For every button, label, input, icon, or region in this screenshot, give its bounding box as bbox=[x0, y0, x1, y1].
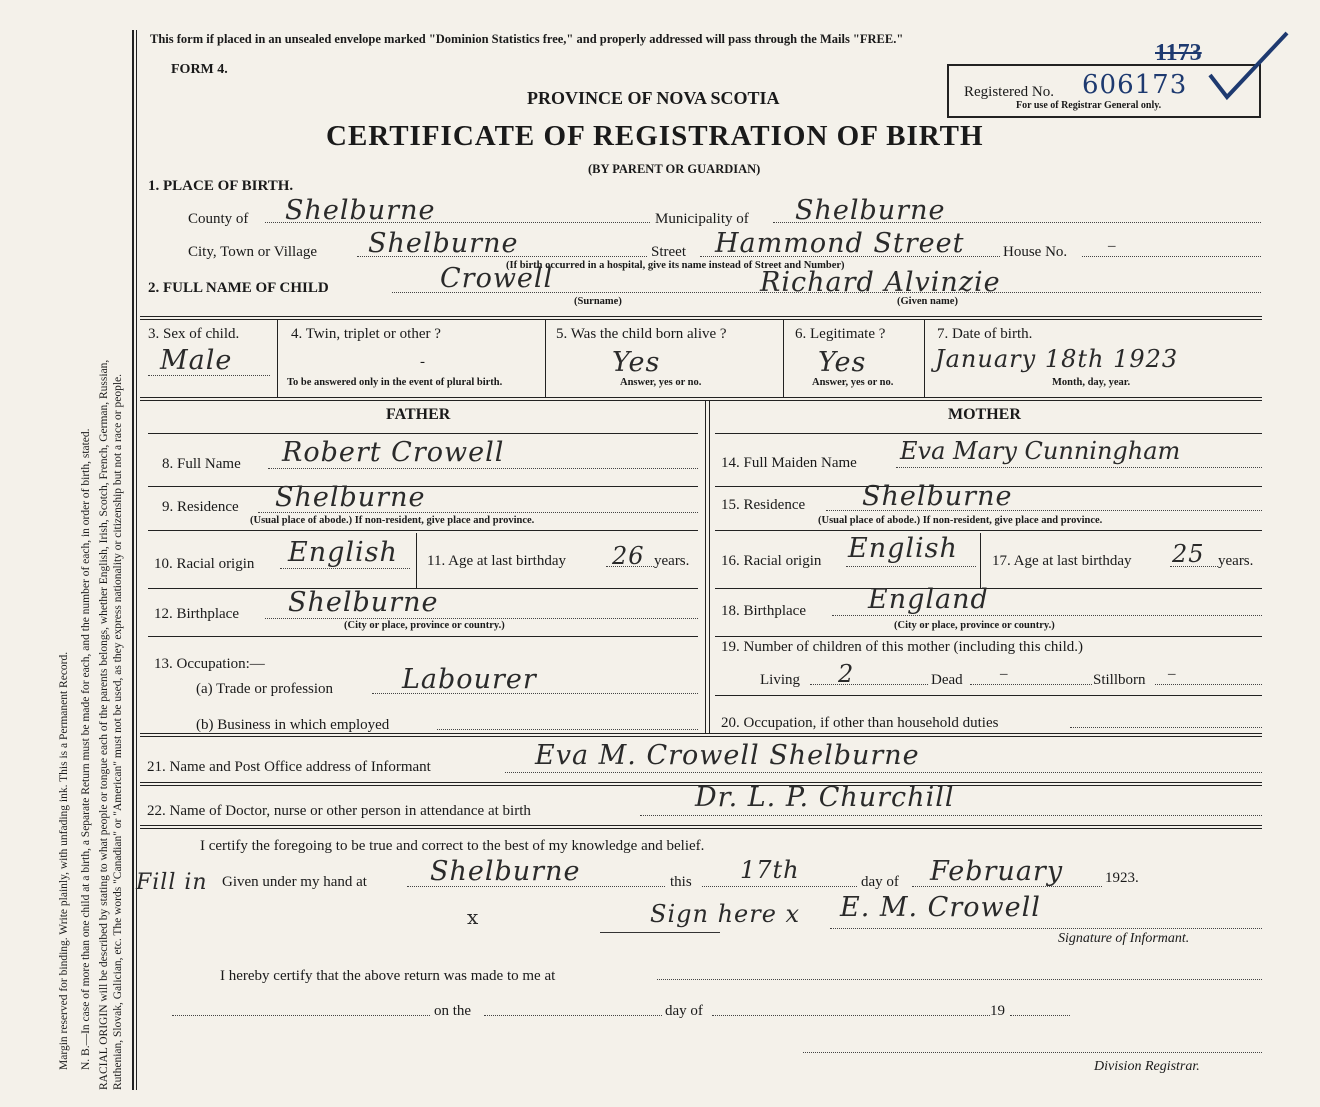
margin-nb-note: N. B.—In case of more than one child at a birth, a Separate Return must be made for each, and the number of each, in order of birth, stated. bbox=[80, 428, 92, 1070]
check-mark-icon bbox=[1205, 25, 1295, 105]
legitimate-value: Yes bbox=[818, 347, 867, 378]
certify-month-value: February bbox=[930, 856, 1064, 887]
city-value: Shelburne bbox=[368, 228, 519, 259]
dob-value: January 18th 1923 bbox=[935, 345, 1179, 373]
father-birthplace-label: 12. Birthplace bbox=[154, 606, 239, 622]
child-name-label: 2. FULL NAME OF CHILD bbox=[148, 280, 329, 296]
father-race-value: English bbox=[288, 537, 398, 568]
x-mark: x bbox=[467, 905, 480, 929]
mother-residence-value: Shelburne bbox=[862, 481, 1013, 512]
legitimate-label: 6. Legitimate ? bbox=[795, 326, 886, 342]
mother-residence-note: (Usual place of abode.) If non-resident, give place and province. bbox=[818, 515, 1103, 526]
registered-no-label: Registered No. bbox=[964, 84, 1054, 100]
margin-binding-note: Margin reserved for binding. Write plainly, with unfading ink. This is a Permanent Record. bbox=[58, 651, 70, 1070]
division-registrar-label: Division Registrar. bbox=[1094, 1059, 1200, 1074]
dead-label: Dead bbox=[931, 672, 963, 688]
living-label: Living bbox=[760, 672, 800, 688]
province-heading: PROVINCE OF NOVA SCOTIA bbox=[527, 88, 780, 108]
sex-value: Male bbox=[160, 345, 233, 376]
father-residence-label: 9. Residence bbox=[162, 499, 239, 515]
child-given-value: Richard Alvinzie bbox=[760, 267, 1001, 298]
father-name-label: 8. Full Name bbox=[162, 456, 241, 472]
house-no-value: – bbox=[1108, 238, 1116, 254]
hospital-note: (If birth occurred in a hospital, give its name instead of Street and Number) bbox=[506, 260, 845, 271]
margin-rule-inner bbox=[136, 30, 137, 1090]
certify-year-value: 1923. bbox=[1105, 870, 1139, 886]
mother-birthplace-value: England bbox=[868, 584, 989, 615]
mother-race-value: English bbox=[848, 533, 958, 564]
father-birthplace-value: Shelburne bbox=[288, 587, 439, 618]
county-value: Shelburne bbox=[285, 195, 436, 226]
business-label: (b) Business in which employed bbox=[196, 717, 390, 733]
mother-age-value: 25 bbox=[1172, 540, 1205, 568]
twin-note: To be answered only in the event of plural birth. bbox=[287, 377, 503, 388]
legitimate-note: Answer, yes or no. bbox=[812, 377, 894, 388]
house-no-label: House No. bbox=[1003, 244, 1068, 260]
living-value: 2 bbox=[838, 660, 855, 688]
father-age-label: 11. Age at last birthday bbox=[427, 553, 566, 569]
alive-value: Yes bbox=[612, 347, 661, 378]
twin-value: - bbox=[420, 354, 425, 370]
mother-name-value: Eva Mary Cunningham bbox=[900, 437, 1181, 465]
mother-occupation-label: 20. Occupation, if other than household duties bbox=[721, 715, 999, 731]
mother-race-label: 16. Racial origin bbox=[721, 553, 822, 569]
municipality-value: Shelburne bbox=[795, 195, 946, 226]
stillborn-label: Stillborn bbox=[1093, 672, 1146, 688]
dob-label: 7. Date of birth. bbox=[937, 326, 1033, 342]
margin-racial-note-2: Ruthenian, Slovak, Galician, etc. The words "Canadian" or "American" must not be used, as they express nationality or citizenship but not a race or people. bbox=[112, 373, 124, 1090]
registrar-statement: I hereby certify that the above return was made to me at bbox=[220, 968, 556, 984]
dob-note: Month, day, year. bbox=[1052, 377, 1131, 388]
registrar-year-prefix: 19 bbox=[990, 1003, 1005, 1019]
trade-label: (a) Trade or profession bbox=[196, 681, 334, 697]
informant-label: 21. Name and Post Office address of Informant bbox=[147, 759, 431, 775]
fill-in-scrawl: Fill in bbox=[136, 870, 208, 895]
alive-label: 5. Was the child born alive ? bbox=[556, 326, 727, 342]
sex-label: 3. Sex of child. bbox=[148, 326, 240, 342]
county-label: County of bbox=[188, 211, 249, 227]
this-label: this bbox=[670, 874, 692, 890]
father-age-value: 26 bbox=[612, 542, 645, 570]
street-label: Street bbox=[651, 244, 686, 260]
mother-birthplace-note: (City or place, province or country.) bbox=[894, 620, 1055, 631]
day-of-label: day of bbox=[861, 874, 899, 890]
mother-birthplace-label: 18. Birthplace bbox=[721, 603, 806, 619]
certify-statement: I certify the foregoing to be true and correct to the best of my knowledge and belief. bbox=[200, 838, 705, 854]
page-subtitle: (BY PARENT OR GUARDIAN) bbox=[588, 162, 761, 176]
father-race-label: 10. Racial origin bbox=[154, 556, 255, 572]
mother-name-label: 14. Full Maiden Name bbox=[721, 455, 857, 471]
child-surname-value: Crowell bbox=[440, 263, 554, 294]
city-label: City, Town or Village bbox=[188, 244, 318, 260]
form-number: FORM 4. bbox=[171, 62, 228, 77]
trade-value: Labourer bbox=[402, 664, 537, 695]
doctor-value: Dr. L. P. Churchill bbox=[695, 782, 955, 813]
father-heading: FATHER bbox=[386, 406, 451, 423]
mail-notice: This form if placed in an unsealed envelope marked "Dominion Statistics free," and properly addressed will pass through the Mails "FREE." bbox=[150, 32, 904, 46]
sign-here-note: Sign here x bbox=[650, 900, 801, 928]
twin-label: 4. Twin, triplet or other ? bbox=[291, 326, 441, 342]
mother-age-label: 17. Age at last birthday bbox=[992, 553, 1132, 569]
street-value: Hammond Street bbox=[715, 228, 965, 259]
certify-place-value: Shelburne bbox=[430, 856, 581, 887]
registrar-note: For use of Registrar General only. bbox=[1016, 100, 1162, 111]
father-age-unit: years. bbox=[654, 553, 690, 569]
doctor-label: 22. Name of Doctor, nurse or other person in attendance at birth bbox=[147, 803, 531, 819]
place-of-birth-heading: 1. PLACE OF BIRTH. bbox=[148, 178, 294, 194]
father-birthplace-note: (City or place, province or country.) bbox=[344, 620, 505, 631]
informant-value: Eva M. Crowell Shelburne bbox=[535, 740, 920, 771]
given-under-hand-label: Given under my hand at bbox=[222, 874, 367, 890]
municipality-label: Municipality of bbox=[655, 211, 749, 227]
informant-signature: E. M. Crowell bbox=[840, 892, 1041, 923]
struck-number: 1173 bbox=[1155, 40, 1202, 66]
father-residence-value: Shelburne bbox=[275, 482, 426, 513]
given-name-caption: (Given name) bbox=[897, 296, 958, 307]
registrar-on-the: on the bbox=[434, 1003, 472, 1019]
father-name-value: Robert Crowell bbox=[282, 437, 505, 468]
registrar-day-of: day of bbox=[665, 1003, 703, 1019]
mother-heading: MOTHER bbox=[948, 406, 1021, 423]
margin-racial-note: RACIAL ORIGIN will be described by stating to what people or tongue each of the parents belongs, whether English, Irish, Scotch, French, German, Russian, bbox=[98, 359, 110, 1090]
signature-label: Signature of Informant. bbox=[1058, 931, 1190, 946]
certify-day-value: 17th bbox=[740, 856, 800, 884]
stillborn-value: – bbox=[1168, 666, 1176, 682]
dead-value: – bbox=[1000, 666, 1008, 682]
surname-caption: (Surname) bbox=[574, 296, 622, 307]
father-occupation-label: 13. Occupation:— bbox=[154, 656, 265, 672]
children-count-label: 19. Number of children of this mother (including this child.) bbox=[721, 639, 1084, 655]
registered-no-value: 606173 bbox=[1082, 70, 1188, 100]
mother-residence-label: 15. Residence bbox=[721, 497, 806, 513]
alive-note: Answer, yes or no. bbox=[620, 377, 702, 388]
margin-rule bbox=[132, 30, 134, 1090]
page-title: CERTIFICATE OF REGISTRATION OF BIRTH bbox=[326, 120, 984, 152]
father-residence-note: (Usual place of abode.) If non-resident, give place and province. bbox=[250, 515, 535, 526]
mother-age-unit: years. bbox=[1218, 553, 1254, 569]
